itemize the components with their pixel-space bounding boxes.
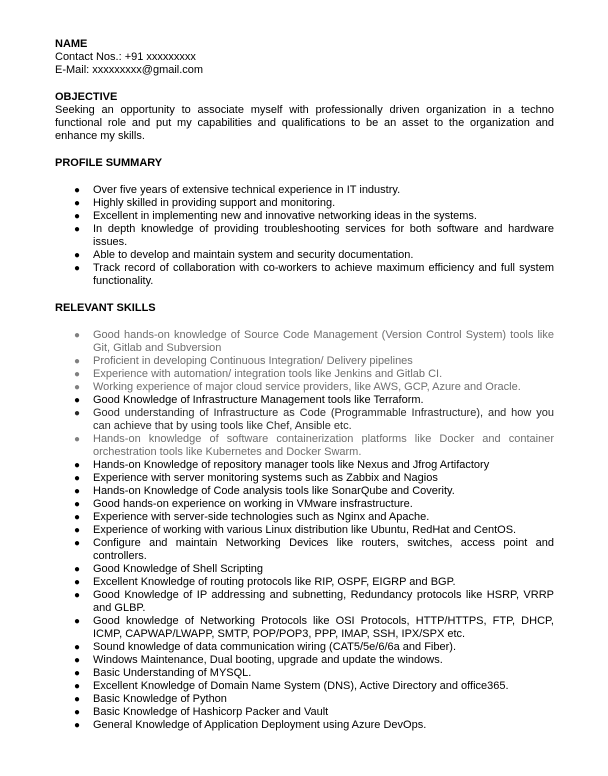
bullet-icon: ● (74, 707, 81, 718)
bullet-icon: ● (74, 577, 81, 588)
list-item: ● Over five years of extensive technical experience in IT industry. (74, 184, 401, 196)
bullet-icon: ● (74, 185, 81, 196)
bullet-icon: ● (74, 434, 81, 445)
bullet-icon: ● (74, 224, 81, 235)
list-item: ● Good understanding of Infrastructure as Code (Programmable Infrastructure), and how you can achieve that by using tools like Chef, Ansible etc. (74, 407, 554, 432)
bullet-icon: ● (74, 395, 81, 406)
bullet-icon: ● (74, 211, 81, 222)
list-item: ● Working experience of major cloud service providers, like AWS, GCP, Azure and Oracle. (74, 381, 521, 393)
bullet-icon: ● (74, 512, 81, 523)
bullet-icon: ● (74, 564, 81, 575)
bullet-icon: ● (74, 499, 81, 510)
bullet-icon: ● (74, 473, 81, 484)
list-item: ● Windows Maintenance, Dual booting, upgrade and update the windows. (74, 654, 443, 666)
list-item: ● Excellent Knowledge of routing protocols like RIP, OSPF, EIGRP and BGP. (74, 576, 456, 588)
objective-text: Seeking an opportunity to associate myself with professionally driven organization in a techno functional role and put my capabilities and qualifications to be an asset to the organization and enhance my skills. (55, 104, 554, 142)
list-item: ● Good knowledge of Networking Protocols like OSI Protocols, HTTP/HTTPS, FTP, DHCP, ICMP, CAPWAP/LWAPP, SMTP, POP/POP3, PPP, IMAP, SSH, IPX/SPX etc. (74, 615, 554, 640)
profile-summary-list (55, 184, 554, 288)
list-item: ● Hands-on Knowledge of repository manager tools like Nexus and Jfrog Artifactory (74, 459, 490, 471)
list-item: ● Excellent in implementing new and innovative networking ideas in the systems. (74, 210, 477, 222)
email-address: E-Mail: xxxxxxxxx@gmail.com (55, 64, 204, 76)
list-item: ● Configure and maintain Networking Devices like routers, switches, access point and controllers. (74, 537, 554, 562)
bullet-icon: ● (74, 694, 81, 705)
list-item: ● Experience with server monitoring systems such as Zabbix and Nagios (74, 472, 438, 484)
bullet-icon: ● (74, 655, 81, 666)
bullet-icon: ● (74, 525, 81, 536)
profile-summary-heading: PROFILE SUMMARY (55, 157, 163, 169)
bullet-icon: ● (74, 408, 81, 419)
list-item: ● Good Knowledge of Infrastructure Management tools like Terraform. (74, 394, 424, 406)
bullet-icon: ● (74, 250, 81, 261)
list-item: ● Experience with automation/ integration tools like Jenkins and Gitlab CI. (74, 368, 443, 380)
resume-page (55, 38, 554, 732)
contact-number: Contact Nos.: +91 xxxxxxxxx (55, 51, 196, 63)
bullet-icon: ● (74, 681, 81, 692)
list-item: ● Hands-on Knowledge of Code analysis tools like SonarQube and Coverity. (74, 485, 455, 497)
list-item: ● Proficient in developing Continuous Integration/ Delivery pipelines (74, 355, 413, 367)
list-item: ● General Knowledge of Application Deployment using Azure DevOps. (74, 719, 427, 731)
list-item: ● Hands-on knowledge of software containerization platforms like Docker and container orchestration tools like Kubernetes and Docker Swarm. (74, 433, 554, 458)
list-item: ● Basic Knowledge of Hashicorp Packer and Vault (74, 706, 329, 718)
bullet-icon: ● (74, 263, 81, 274)
bullet-icon: ● (74, 369, 81, 380)
list-item: ● Good hands-on knowledge of Source Code Management (Version Control System) tools like Git, Gitlab and Subversion (74, 329, 554, 354)
bullet-icon: ● (74, 668, 81, 679)
bullet-icon: ● (74, 720, 81, 731)
bullet-icon: ● (74, 460, 81, 471)
list-item: ● Sound knowledge of data communication wiring (CAT5/5e/6/6a and Fiber). (74, 641, 456, 653)
bullet-icon: ● (74, 486, 81, 497)
bullet-icon: ● (74, 198, 81, 209)
list-item: ● Track record of collaboration with co-workers to achieve maximum efficiency and full system functionality. (74, 262, 554, 287)
relevant-skills-heading: RELEVANT SKILLS (55, 302, 156, 314)
bullet-icon: ● (74, 356, 81, 367)
list-item: ● Good Knowledge of Shell Scripting (74, 563, 263, 575)
list-item: ● Able to develop and maintain system and security documentation. (74, 249, 414, 261)
list-item: ● Experience of working with various Linux distribution like Ubuntu, RedHat and CentOS. (74, 524, 517, 536)
bullet-icon: ● (74, 382, 81, 393)
candidate-name: NAME (55, 38, 88, 50)
list-item: ● Basic Understanding of MYSQL. (74, 667, 252, 679)
bullet-icon: ● (74, 616, 81, 627)
bullet-icon: ● (74, 642, 81, 653)
objective-heading: OBJECTIVE (55, 91, 118, 103)
list-item: ● Highly skilled in providing support and monitoring. (74, 197, 336, 209)
bullet-icon: ● (74, 330, 81, 341)
list-item: ● Experience with server-side technologies such as Nginx and Apache. (74, 511, 430, 523)
list-item: ● In depth knowledge of providing troubleshooting services for both software and hardware issues. (74, 223, 554, 248)
list-item: ● Excellent Knowledge of Domain Name System (DNS), Active Directory and office365. (74, 680, 509, 692)
bullet-icon: ● (74, 538, 81, 549)
bullet-icon: ● (74, 590, 81, 601)
list-item: ● Good hands-on experience on working in VMware insfrastructure. (74, 498, 413, 510)
relevant-skills-list (55, 329, 554, 732)
list-item: ● Good Knowledge of IP addressing and subnetting, Redundancy protocols like HSRP, VRRP and GLBP. (74, 589, 554, 614)
list-item: ● Basic Knowledge of Python (74, 693, 227, 705)
